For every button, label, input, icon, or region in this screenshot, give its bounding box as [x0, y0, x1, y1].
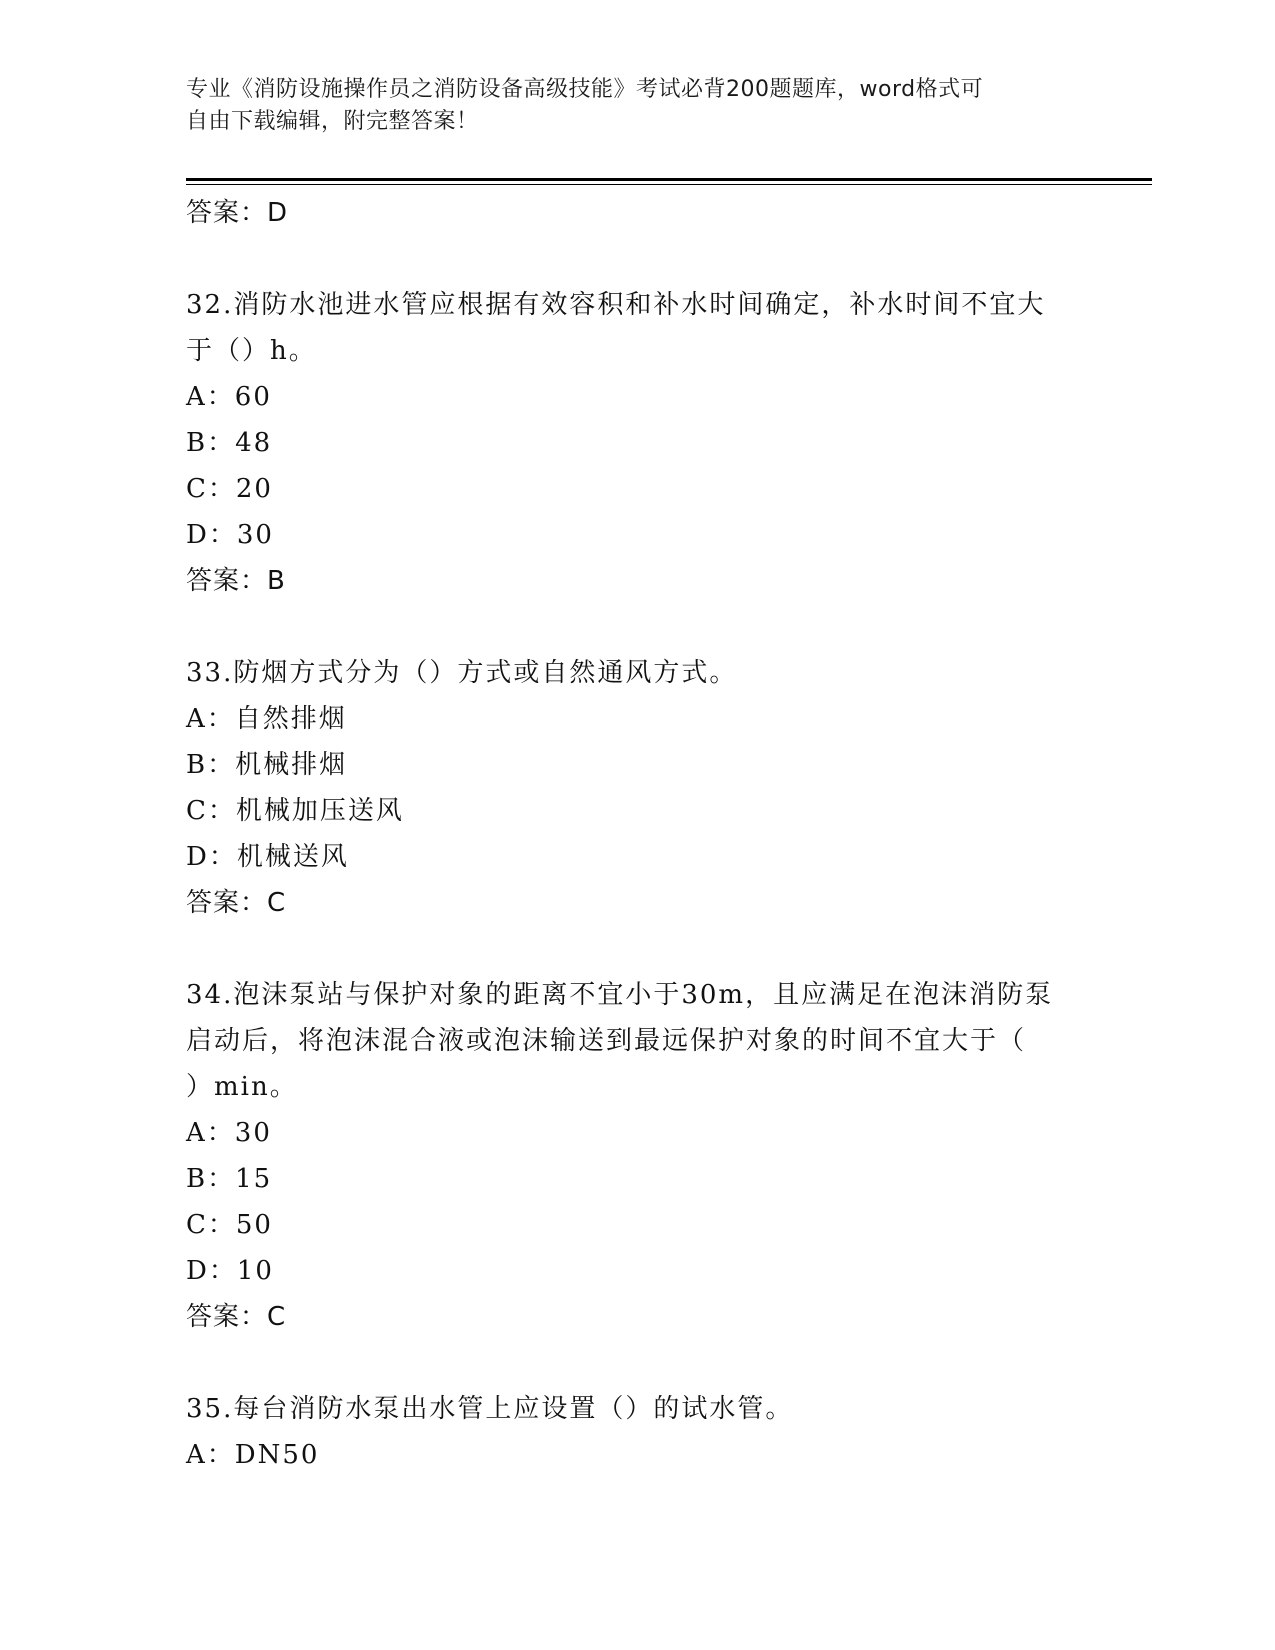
question-text: 32.消防水池进水管应根据有效容积和补水时间确定，补水时间不宜大: [186, 290, 1046, 320]
question-33: [186, 650, 1086, 926]
question-text: 33.防烟方式分为（）方式或自然通风方式。: [186, 658, 738, 688]
document-header: [186, 74, 1066, 138]
header-rule-thick: [186, 178, 1152, 181]
option-c: C：50: [186, 1210, 273, 1240]
header-line-1: 专业《消防设施操作员之消防设备高级技能》考试必背200题题库，word格式可: [186, 77, 984, 102]
question-35: [186, 1386, 1086, 1478]
header-line-2: 自由下载编辑，附完整答案！: [186, 109, 479, 134]
question-text: 启动后，将泡沫混合液或泡沫输送到最远保护对象的时间不宜大于（: [186, 1026, 1027, 1056]
previous-answer: 答案：D: [186, 198, 289, 228]
question-text: ）min。: [186, 1072, 298, 1102]
header-rule-thin: [186, 184, 1152, 185]
option-d: D：30: [186, 520, 274, 550]
option-a: A：DN50: [186, 1440, 320, 1470]
option-d: D：10: [186, 1256, 274, 1286]
question-text: 35.每台消防水泵出水管上应设置（）的试水管。: [186, 1394, 794, 1424]
answer: 答案：C: [186, 1302, 287, 1332]
option-c: C：20: [186, 474, 273, 504]
question-list: [186, 190, 1086, 1478]
question-32: [186, 282, 1086, 604]
option-a: A：60: [186, 382, 272, 412]
question-text: 34.泡沫泵站与保护对象的距离不宜小于30m，且应满足在泡沫消防泵: [186, 980, 1054, 1010]
question-text: 于（）h。: [186, 336, 317, 366]
option-c: C：机械加压送风: [186, 796, 404, 826]
option-a: A：30: [186, 1118, 272, 1148]
answer: 答案：C: [186, 888, 287, 918]
option-a: A：自然排烟: [186, 704, 347, 734]
option-b: B：48: [186, 428, 273, 458]
option-b: B：机械排烟: [186, 750, 348, 780]
option-d: D：机械送风: [186, 842, 349, 872]
option-b: B：15: [186, 1164, 273, 1194]
question-34: [186, 972, 1086, 1340]
answer: 答案：B: [186, 566, 286, 596]
